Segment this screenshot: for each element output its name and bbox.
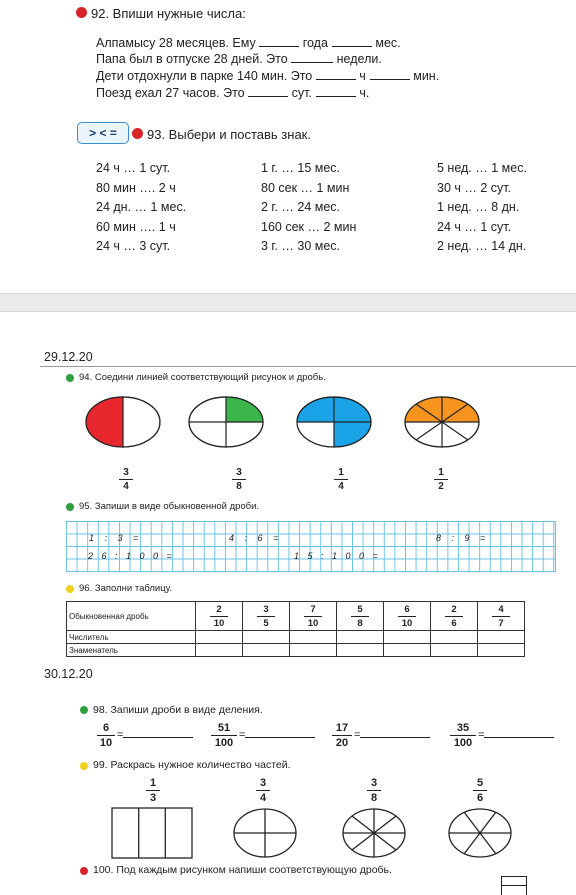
division-expression: 2 6 : 1 0 0 =	[88, 551, 175, 561]
rectangle-thirds	[112, 808, 192, 858]
fraction: 1 2	[434, 467, 448, 492]
fraction-table: Обыкновенная дробь 2 10 3 5 7 10 5 8 6 10 2 6 4 7 Числитель Знаменатель	[66, 601, 525, 657]
task-94-title: 94. Соедини линией соответствующий рисунок и дробь.	[79, 372, 326, 383]
division-expression: 1 : 3 =	[89, 533, 143, 543]
circle-eighths-orange	[405, 397, 479, 447]
task-92-line-3: Дети отдохнули в парке 140 мин. Это ч мин.	[96, 69, 440, 83]
task-93-title: 93. Выбери и поставь знак.	[147, 127, 311, 142]
fraction: 1 4	[334, 467, 348, 492]
bullet-green	[80, 706, 88, 714]
circle-quarters-blue	[297, 397, 371, 447]
task-92-line-1: Алпамысу 28 месяцев. Ему года мес.	[96, 36, 401, 50]
fraction: 6 10	[97, 722, 115, 749]
bullet-yellow	[80, 762, 88, 770]
circle-halves	[86, 397, 160, 447]
row-label: Числитель	[67, 631, 196, 644]
task-95-title: 95. Запиши в виде обыкновенной дроби.	[79, 501, 260, 512]
page-gap	[0, 293, 576, 312]
task-93-col-2: 1 г. … 15 мес. 80 сек … 1 мин 2 г. … 24 мес. 160 сек … 2 мин 3 г. … 30 мес.	[261, 161, 357, 254]
row-label: Обыкновенная дробь	[67, 602, 196, 631]
task-92-line-4: Поезд ехал 27 часов. Это сут. ч.	[96, 86, 370, 100]
equals-blank: =	[354, 729, 430, 741]
row-label: Знаменатель	[67, 644, 196, 657]
circle-sixths	[449, 809, 511, 857]
division-expression: 8 : 9 =	[436, 533, 490, 543]
fraction: 35 100	[450, 722, 476, 749]
task-99-title: 99. Раскрась нужное количество частей.	[93, 759, 291, 771]
bullet-green	[66, 374, 74, 382]
bullet-red	[132, 128, 143, 139]
fraction: 3 4	[256, 777, 270, 804]
division-expression: 4 : 6 =	[229, 533, 283, 543]
division-expression: 1 5 : 1 0 0 =	[294, 551, 381, 561]
equals-blank: =	[117, 729, 193, 741]
task-93-col-1: 24 ч … 1 сут. 80 мин …. 2 ч 24 дн. … 1 мес. 60 мин …. 1 ч 24 ч … 3 сут.	[96, 161, 187, 254]
date-label: 29.12.20	[44, 350, 93, 364]
bullet-green	[66, 503, 74, 511]
fraction: 51 100	[211, 722, 237, 749]
circle-quarters-green	[189, 397, 263, 447]
date-label: 30.12.20	[44, 667, 93, 681]
task-94-circles	[80, 394, 490, 452]
task-93-col-3: 5 нед. … 1 мес. 30 ч … 2 сут. 1 нед. … 8 дн. 24 ч … 1 сут. 2 нед. … 14 дн.	[437, 161, 527, 254]
fraction: 3 4	[119, 467, 133, 492]
task-96-title: 96. Заполни таблицу.	[79, 583, 173, 594]
small-rectangle-figure	[501, 876, 527, 895]
task-92-title: 92. Впиши нужные числа:	[91, 6, 246, 21]
divider-line	[40, 366, 576, 367]
fraction: 3 8	[232, 467, 246, 492]
fraction: 17 20	[332, 722, 352, 749]
task-99-shapes	[108, 805, 528, 861]
compare-signs-badge: > < =	[77, 122, 129, 144]
fraction: 1 3	[146, 777, 160, 804]
task-100-title: 100. Под каждым рисунком напиши соответствующую дробь.	[93, 864, 392, 876]
circle-eighths	[343, 809, 405, 857]
equals-blank: =	[239, 729, 315, 741]
circle-quarters	[234, 809, 296, 857]
grid-paper	[66, 521, 556, 572]
task-92-line-2: Папа был в отпуске 28 дней. Это недели.	[96, 52, 382, 66]
equals-blank: =	[478, 729, 554, 741]
bullet-red	[80, 867, 88, 875]
fraction: 5 6	[473, 777, 487, 804]
fraction: 3 8	[367, 777, 381, 804]
bullet-yellow	[66, 585, 74, 593]
bullet-red	[76, 7, 87, 18]
task-98-title: 98. Запиши дроби в виде деления.	[93, 704, 263, 716]
